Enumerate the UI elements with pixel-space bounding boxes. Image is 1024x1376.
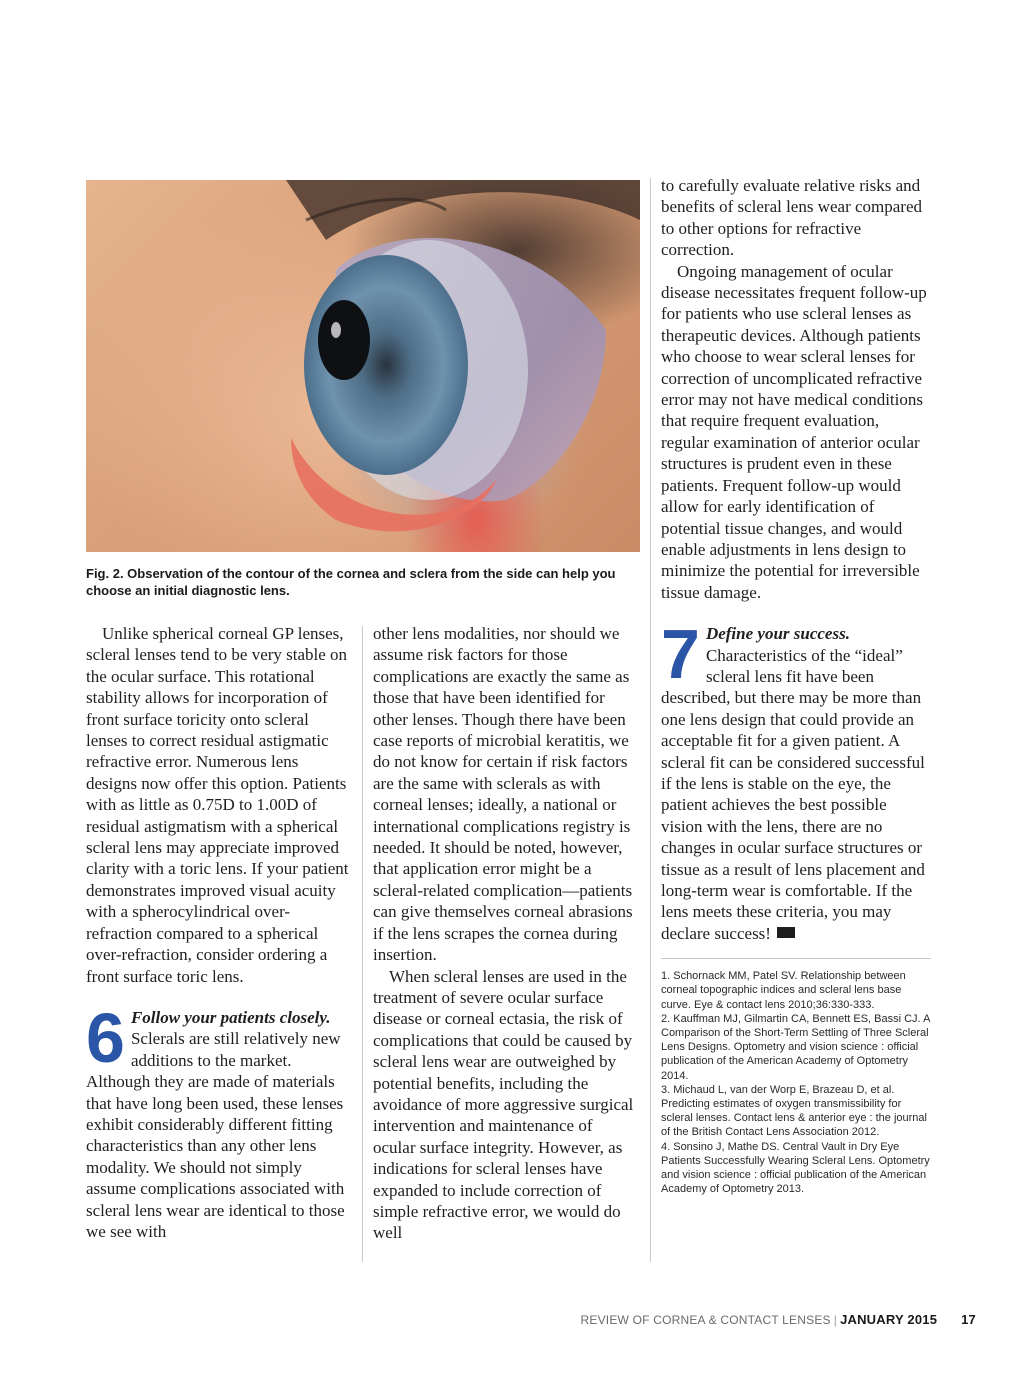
rccl-end-mark-icon (777, 927, 795, 938)
page-footer (581, 1312, 976, 1327)
section-body-7: Characteristics of the “ideal” scleral lens fit have been described, but there may be more than one lens design that could provide an acceptable fit for a given patient. A scleral fit can be considered successful if the lens is stable on the eye, the patient achieves the best possible vision with the lens, there are no changes in ocular surface structures or tissue as a result of lens placement and long-term wear is comfortable. If the lens meets these criteria, you may declare success! (661, 645, 925, 943)
section-heading-7: Define your success. (705, 624, 850, 644)
section-7 (661, 615, 931, 944)
reference-item: 4. Sonsino J, Mathe DS. Central Vault in Dry Eye Patients Successfully Wearing Scleral Lens. Optometry and vision science : official publication of the American Academy of Optometry 2013. (661, 1140, 930, 1196)
paragraph: Ongoing management of ocular disease necessitates frequent follow-up for patients who use scleral lenses as therapeutic devices. Although patients who choose to wear scleral lenses for correction of uncomplicated refractive error may not have medical conditions that require frequent evaluation, regular examination of anterior ocular structures is prudent even in these patients. Frequent follow-up would allow for early identification of potential tissue changes, and would enable adjustments in lens design to minimize the potential for irreversible tissue damage. (661, 261, 927, 602)
publication-name: REVIEW OF CORNEA & CONTACT LENSES (580, 1313, 831, 1327)
section-heading-6: Follow your patients closely. (130, 1007, 331, 1027)
footer-separator: | (833, 1313, 838, 1327)
column-divider (362, 626, 363, 1262)
reference-item: 3. Michaud L, van der Worp E, Brazeau D, et al. Predicting estimates of oxygen transmissibility for scleral lenses. Contact lens & anterior eye : the journal of the British Contact Lens Association 2012. (661, 1083, 927, 1139)
eye-illustration (86, 180, 640, 552)
article-column-3 (661, 175, 931, 1196)
paragraph: Unlike spherical corneal GP lenses, scleral lenses tend to be very stable on the ocular surface. This rotational stability allows for incorporation of front surface toricity onto scleral lenses to correct residual astigmatic refractive error. Numerous lens designs now offer this option. Patients with as little as 0.75D to 1.00D of residual astigmatism with a spherical scleral lens may appreciate improved clarity with a toric lens. If your patient demonstrates improved visual acuity with a spherocylindrical over-refraction compared to a spherical over-refraction, consider ordering a front surface toric lens. (86, 624, 349, 986)
article-column-1 (86, 623, 352, 1242)
paragraph: other lens modalities, nor should we assume risk factors for those complications are exactly the same as those that have been identified for other lenses. Though there have been case reports of microbial keratitis, we do not know for certain if risk factors are the same with sclerals as with corneal lenses; ideally, a national or international complications registry is needed. It should be noted, however, that application error might be a scleral-related complication—patients can give themselves corneal abrasions if the lens scrapes the cornea during insertion. (373, 624, 633, 965)
issue-date: JANUARY 2015 (840, 1312, 938, 1327)
page-number: 17 (961, 1312, 976, 1327)
figure-caption: Fig. 2. Observation of the contour of the cornea and sclera from the side can help you choose an initial diagnostic lens. (86, 566, 616, 598)
section-6 (86, 998, 352, 1242)
paragraph: to carefully evaluate relative risks and benefits of scleral lens wear compared to other options for refractive correction. (661, 176, 923, 260)
section-number-7: 7 (661, 615, 700, 694)
section-body-6: Sclerals are still relatively new additions to the market. Although they are made of materials that have long been used, these lenses exhibit considerably different fitting characteristics than any other lens modality. We should not simply assume complications associated with scleral lens wear are identical to those we see with (86, 1029, 345, 1241)
article-column-2 (373, 623, 639, 1244)
column-divider (650, 178, 651, 1262)
reference-item: 2. Kauffman MJ, Gilmartin CA, Bennett ES, Bassi CJ. A Comparison of the Short-Term Settling of Three Scleral Lens Designs. Optometry and vision science : official publication of the American Academy of Optometry 2014. (661, 1012, 930, 1082)
eye-photo (86, 180, 640, 552)
section-number-6: 6 (86, 998, 125, 1077)
paragraph: When scleral lenses are used in the treatment of severe ocular surface disease or corneal ectasia, the risk of complications that could be caused by scleral lens wear are outweighed by potential benefits, including the avoidance of more aggressive surgical intervention and maintenance of ocular surface integrity. However, as indications for scleral lenses have expanded to include correction of simple refractive error, we would do well (373, 966, 634, 1243)
reference-item: 1. Schornack MM, Patel SV. Relationship between corneal topographic indices and scleral lens base curve. Eye & contact lens 2010;36:330-333. (661, 970, 906, 1011)
references (661, 958, 931, 1196)
